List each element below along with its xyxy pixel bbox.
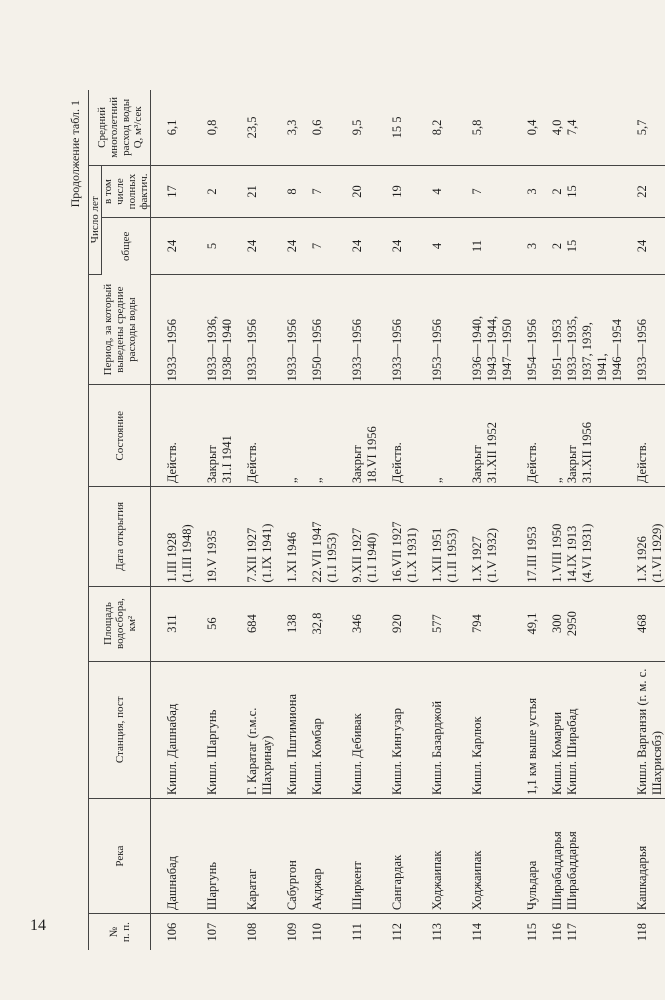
cell-river: Кашкадарья bbox=[625, 799, 665, 914]
cell-station: Кишл. Пштимиона bbox=[275, 661, 300, 799]
cell-date-open: 1.VIII 1950 14.IX 1913 (4.VI 1931) bbox=[540, 487, 625, 586]
cell-river: Ширкент bbox=[340, 799, 380, 914]
header-river: Река bbox=[89, 799, 151, 914]
cell-years-full: 22 bbox=[625, 165, 665, 218]
table-row bbox=[235, 90, 275, 950]
cell-river: Каратаг bbox=[235, 799, 275, 914]
cell-years-total: 24 bbox=[235, 218, 275, 274]
cell-river: Шаргунь bbox=[195, 799, 235, 914]
table-row bbox=[460, 90, 515, 950]
header-state: Состояние bbox=[89, 385, 151, 487]
cell-river: Акджар bbox=[300, 799, 340, 914]
cell-discharge: 0,4 bbox=[515, 90, 540, 165]
cell-station: Кишл. Базарджой bbox=[420, 661, 460, 799]
cell-river: Ширабаддарья Ширабаддарья bbox=[540, 799, 625, 914]
header-station: Станция, пост bbox=[89, 661, 151, 799]
cell-discharge: 4,0 7,4 bbox=[540, 90, 625, 165]
cell-area: 311 bbox=[151, 586, 196, 661]
header-no: № п. п. bbox=[89, 914, 151, 950]
cell-years-total: 24 bbox=[151, 218, 196, 274]
cell-area: 32,8 bbox=[300, 586, 340, 661]
cell-period: 1936—1940, 1943—1944, 1947—1950 bbox=[460, 274, 515, 385]
header-area: Площадь водосбора, км² bbox=[89, 586, 151, 661]
continuation-label: Продолжение табл. 1 bbox=[68, 100, 82, 208]
cell-period: 1933—1956 bbox=[151, 274, 196, 385]
cell-river: Ходжаипак bbox=[420, 799, 460, 914]
header-years-group: Число лет bbox=[89, 165, 102, 274]
header-period: Период, за который выведены средние расходы воды bbox=[89, 274, 151, 385]
cell-area: 138 bbox=[275, 586, 300, 661]
table-row bbox=[195, 90, 235, 950]
table-row bbox=[420, 90, 460, 950]
cell-years-total: 4 bbox=[420, 218, 460, 274]
cell-state: Закрыт 18.VI 1956 bbox=[340, 385, 380, 487]
cell-years-total: 24 bbox=[275, 218, 300, 274]
cell-station: Г. Каратаг (г.м.с. Шахринау) bbox=[235, 661, 275, 799]
cell-station: Кишл. Кингузар bbox=[380, 661, 420, 799]
cell-date-open: 17.III 1953 bbox=[515, 487, 540, 586]
cell-area: 577 bbox=[420, 586, 460, 661]
cell-years-full: 3 bbox=[515, 165, 540, 218]
cell-state: Закрыт 31.XII 1952 bbox=[460, 385, 515, 487]
cell-no: 115 bbox=[525, 922, 539, 942]
cell-period: 1933—1956 bbox=[625, 274, 665, 385]
cell-period: 1954—1956 bbox=[515, 274, 540, 385]
table-row bbox=[625, 90, 665, 950]
table-row bbox=[275, 90, 300, 950]
cell-years-total: 24 bbox=[380, 218, 420, 274]
cell-date-open: 7.XII 1927 (1.IX 1941) bbox=[235, 487, 275, 586]
station-table bbox=[88, 90, 665, 950]
rotated-table-frame bbox=[68, 90, 664, 950]
cell-no: 118 bbox=[635, 922, 649, 942]
header-discharge: Средний многолетний расход воды Q, м³/сек bbox=[89, 90, 151, 165]
cell-river: Сангардак bbox=[380, 799, 420, 914]
cell-no: 112 bbox=[390, 922, 404, 942]
cell-years-full: 21 bbox=[235, 165, 275, 218]
cell-area: 468 bbox=[625, 586, 665, 661]
cell-area: 684 bbox=[235, 586, 275, 661]
cell-river: Дашнабад bbox=[151, 799, 196, 914]
cell-period: 1933—1956 bbox=[235, 274, 275, 385]
table-row bbox=[380, 90, 420, 950]
cell-river: Ходжаипак bbox=[460, 799, 515, 914]
cell-state: Действ. bbox=[515, 385, 540, 487]
cell-years-full: 17 bbox=[151, 165, 196, 218]
cell-years-full: 19 bbox=[380, 165, 420, 218]
cell-no: 114 bbox=[470, 922, 484, 942]
cell-no: 113 bbox=[430, 922, 444, 942]
cell-station: Кишл. Дебивак bbox=[340, 661, 380, 799]
header-date-open: Дата открытия bbox=[89, 487, 151, 586]
cell-date-open: 22.VII 1947 (1.I 1953) bbox=[300, 487, 340, 586]
cell-period: 1950—1956 bbox=[300, 274, 340, 385]
cell-date-open: 16.VII 1927 (1.X 1931) bbox=[380, 487, 420, 586]
cell-area: 346 bbox=[340, 586, 380, 661]
cell-area: 794 bbox=[460, 586, 515, 661]
cell-period: 1951—1953 1933—1935, 1937, 1939, 1941, 1946—1954 bbox=[540, 274, 625, 385]
cell-period: 1953—1956 bbox=[420, 274, 460, 385]
table-row bbox=[300, 90, 340, 950]
cell-station: Кишл. Дашнабад bbox=[151, 661, 196, 799]
cell-years-total: 2 15 bbox=[540, 218, 625, 274]
cell-state: Действ. bbox=[625, 385, 665, 487]
cell-state: Закрыт 31.I 1941 bbox=[195, 385, 235, 487]
cell-no: 110 bbox=[310, 922, 324, 942]
cell-years-total: 3 bbox=[515, 218, 540, 274]
cell-period: 1933—1956 bbox=[340, 274, 380, 385]
cell-area: 49,1 bbox=[515, 586, 540, 661]
cell-years-total: 24 bbox=[625, 218, 665, 274]
cell-state: „ Закрыт 31.XII 1956 bbox=[540, 385, 625, 487]
cell-discharge: 0,8 bbox=[195, 90, 235, 165]
cell-years-total: 5 bbox=[195, 218, 235, 274]
cell-years-full: 7 bbox=[460, 165, 515, 218]
cell-discharge: 5,8 bbox=[460, 90, 515, 165]
cell-state: „ bbox=[275, 385, 300, 487]
cell-date-open: 1.X 1926 (1.VI 1929) bbox=[625, 487, 665, 586]
cell-no: 107 bbox=[205, 922, 219, 942]
cell-years-full: 7 bbox=[300, 165, 340, 218]
cell-no: 108 bbox=[245, 922, 259, 942]
cell-area: 920 bbox=[380, 586, 420, 661]
cell-period: 1933—1956 bbox=[275, 274, 300, 385]
cell-date-open: 1.III 1928 (1.III 1948) bbox=[151, 487, 196, 586]
cell-area: 300 2950 bbox=[540, 586, 625, 661]
cell-years-full: 4 bbox=[420, 165, 460, 218]
table-body bbox=[151, 90, 665, 950]
page-number: 14 bbox=[30, 917, 46, 934]
cell-state: Действ. bbox=[235, 385, 275, 487]
cell-no: 111 bbox=[350, 923, 364, 941]
cell-discharge: 9,5 bbox=[340, 90, 380, 165]
cell-date-open: 9.XII 1927 (1.I 1940) bbox=[340, 487, 380, 586]
header-years-full: в том числе полных фактич. bbox=[102, 165, 151, 218]
cell-date-open: 19.V 1935 bbox=[195, 487, 235, 586]
cell-discharge: 5,7 bbox=[625, 90, 665, 165]
cell-station: 1,1 км выше устья bbox=[515, 661, 540, 799]
cell-area: 56 bbox=[195, 586, 235, 661]
cell-no: 109 bbox=[285, 922, 299, 942]
cell-river: Сабургон bbox=[275, 799, 300, 914]
cell-state: Действ. bbox=[151, 385, 196, 487]
cell-years-full: 20 bbox=[340, 165, 380, 218]
header-years-total: общее bbox=[102, 218, 151, 274]
cell-station: Кишл. Шаргунь bbox=[195, 661, 235, 799]
cell-date-open: 1.XII 1951 (1.II 1953) bbox=[420, 487, 460, 586]
cell-no: 106 bbox=[165, 922, 179, 942]
cell-period: 1933—1936, 1938—1940 bbox=[195, 274, 235, 385]
cell-period: 1933—1956 bbox=[380, 274, 420, 385]
table-row bbox=[515, 90, 540, 950]
cell-discharge: 0,6 bbox=[300, 90, 340, 165]
cell-state: „ bbox=[420, 385, 460, 487]
cell-station: Кишл. Комарчи Кишл. Ширабад bbox=[540, 661, 625, 799]
cell-discharge: 3,3 bbox=[275, 90, 300, 165]
cell-river: Чульдара bbox=[515, 799, 540, 914]
cell-date-open: 1.X 1927 (1.V 1932) bbox=[460, 487, 515, 586]
cell-state: „ bbox=[300, 385, 340, 487]
cell-station: Кишл. Комбар bbox=[300, 661, 340, 799]
cell-years-full: 2 15 bbox=[540, 165, 625, 218]
cell-station: Кишл. Карлюк bbox=[460, 661, 515, 799]
table-row bbox=[340, 90, 380, 950]
table-row bbox=[540, 90, 625, 950]
cell-date-open: 1.XI 1946 bbox=[275, 487, 300, 586]
cell-years-total: 7 bbox=[300, 218, 340, 274]
cell-years-full: 8 bbox=[275, 165, 300, 218]
cell-discharge: 8,2 bbox=[420, 90, 460, 165]
cell-discharge: 6,1 bbox=[151, 90, 196, 165]
cell-station: Кишл. Варганзи (г. м. с. Шахрисябз) bbox=[625, 661, 665, 799]
cell-state: Действ. bbox=[380, 385, 420, 487]
cell-discharge: 23,5 bbox=[235, 90, 275, 165]
cell-discharge: 15 5 bbox=[380, 90, 420, 165]
cell-years-total: 24 bbox=[340, 218, 380, 274]
cell-no: 116 117 bbox=[550, 922, 579, 942]
table-row bbox=[151, 90, 196, 950]
cell-years-total: 11 bbox=[460, 218, 515, 274]
cell-years-full: 2 bbox=[195, 165, 235, 218]
